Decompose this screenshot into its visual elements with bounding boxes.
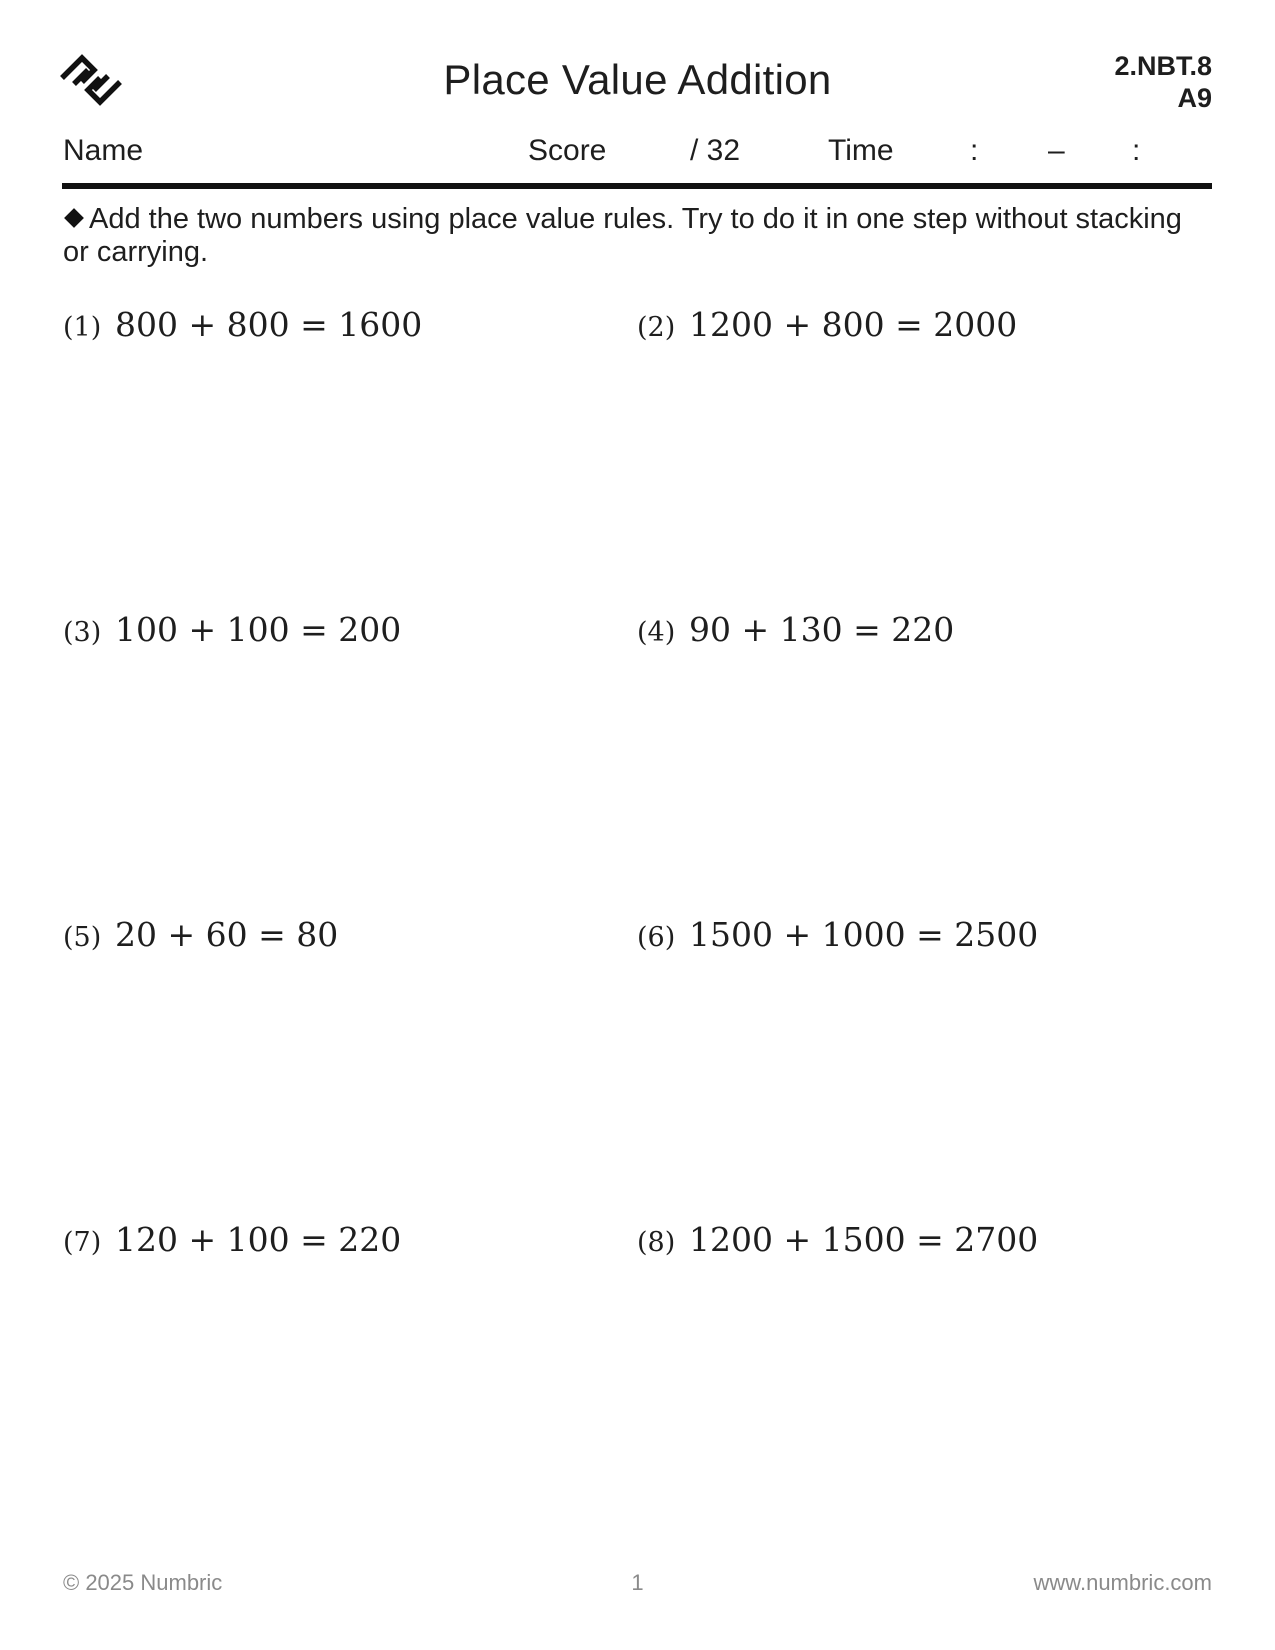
problem-expression: 1200 + 1500 = 2700 <box>689 1220 1039 1259</box>
problem-8 <box>637 1220 1038 1259</box>
instructions-text: Add the two numbers using place value rules. Try to do it in one step without stacking or carrying. <box>63 203 1182 268</box>
problem-4 <box>637 610 954 649</box>
problem-expression: 800 + 800 = 1600 <box>115 305 423 344</box>
problem-3 <box>63 610 401 649</box>
problem-number: (7) <box>63 1227 102 1258</box>
problem-2 <box>637 305 1017 344</box>
problem-5 <box>63 915 338 954</box>
problem-expression: 120 + 100 = 220 <box>115 1220 402 1259</box>
diamond-bullet-icon <box>64 208 84 228</box>
header-divider <box>62 183 1212 189</box>
problem-number: (5) <box>63 922 102 953</box>
score-total: / 32 <box>690 134 741 167</box>
page-title: Place Value Addition <box>443 56 832 103</box>
time-separator-start: : <box>970 134 979 167</box>
problem-expression: 90 + 130 = 220 <box>689 610 955 649</box>
footer-copyright: © 2025 Numbric <box>63 1570 223 1595</box>
name-label: Name <box>63 134 144 167</box>
problem-7 <box>63 1220 401 1259</box>
problem-number: (8) <box>637 1227 676 1258</box>
time-dash: – <box>1048 134 1065 167</box>
problem-expression: 100 + 100 = 200 <box>115 610 402 649</box>
time-separator-end: : <box>1132 134 1141 167</box>
problem-expression: 20 + 60 = 80 <box>115 915 339 954</box>
info-row <box>0 134 1275 174</box>
instructions <box>63 203 1213 269</box>
problem-expression: 1500 + 1000 = 2500 <box>689 915 1039 954</box>
problem-1 <box>63 305 422 344</box>
sheet-code: A9 <box>1177 83 1212 113</box>
problem-number: (2) <box>637 312 676 343</box>
standard-label: 2.NBT.8 <box>1114 51 1212 81</box>
problem-expression: 1200 + 800 = 2000 <box>689 305 1018 344</box>
problem-6 <box>637 915 1038 954</box>
problem-number: (4) <box>637 617 676 648</box>
problem-number: (3) <box>63 617 102 648</box>
footer-website: www.numbric.com <box>1033 1570 1212 1595</box>
footer-page-number: 1 <box>631 1570 644 1595</box>
standard-code <box>1114 50 1212 114</box>
problem-number: (6) <box>637 922 676 953</box>
time-label: Time <box>828 134 894 167</box>
score-label: Score <box>528 134 607 167</box>
problem-number: (1) <box>63 312 102 343</box>
